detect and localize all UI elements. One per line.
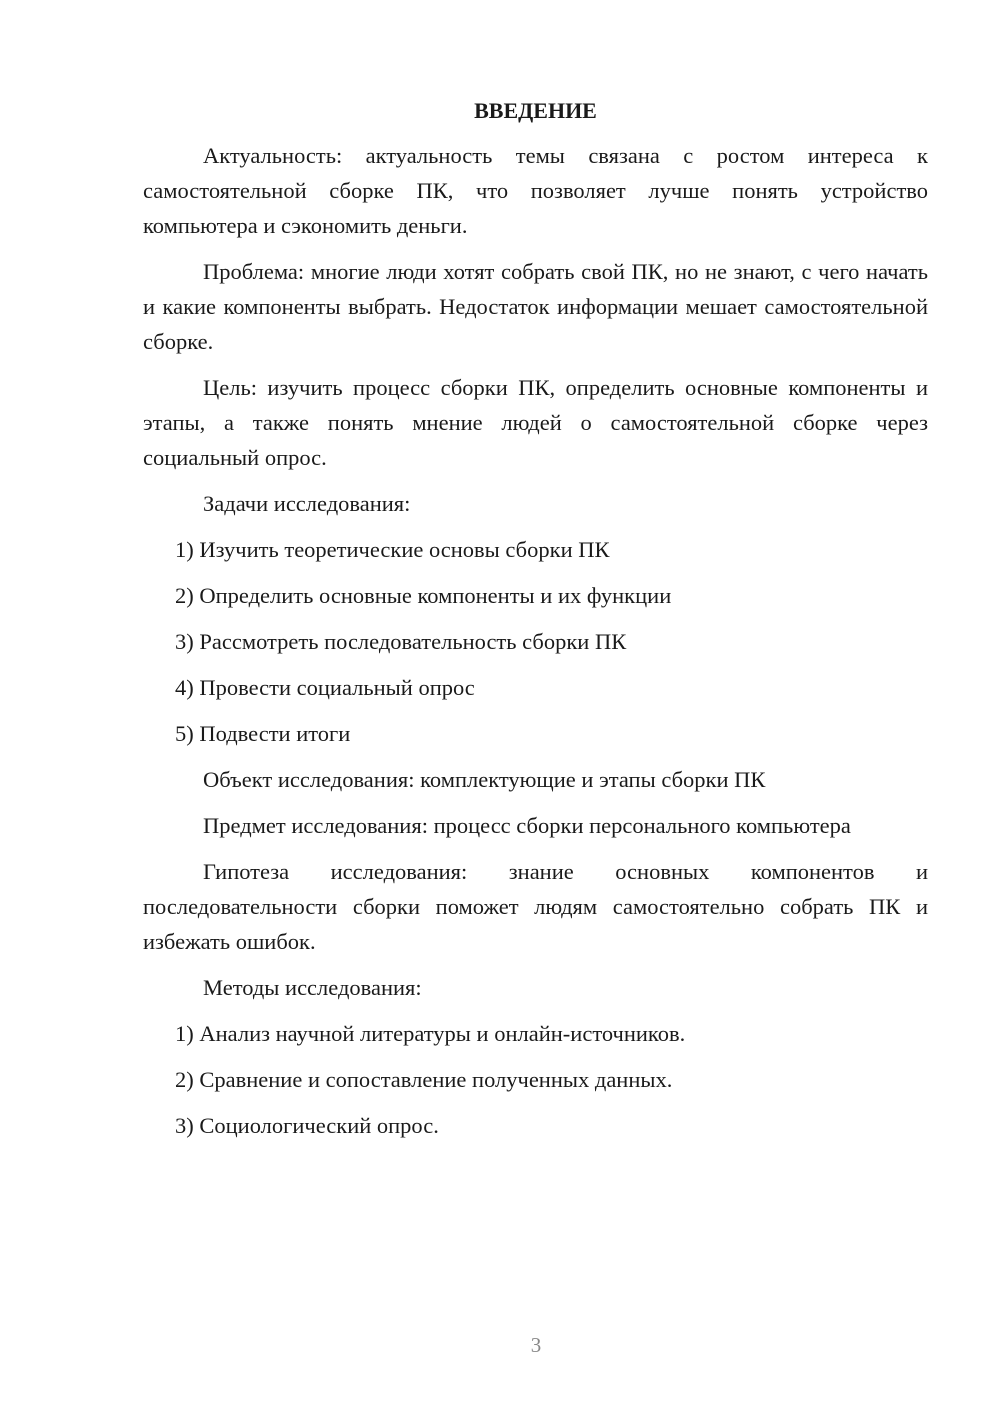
page-number: 3 — [530, 1333, 542, 1357]
task-item: 4) Провести социальный опрос — [175, 675, 475, 700]
task-item: 2) Определить основные компоненты и их функции — [175, 583, 672, 608]
page-title: ВВЕДЕНИЕ — [474, 98, 597, 123]
goal-paragraph: Цель: изучить процесс сборки ПК, определить основные компоненты и этапы, а также понять мнение людей о самостоятельной сборке через социальный опрос. — [143, 375, 928, 470]
method-item: 2) Сравнение и сопоставление полученных данных. — [175, 1067, 673, 1092]
method-item: 3) Социологический опрос. — [175, 1113, 439, 1138]
task-item: 5) Подвести итоги — [175, 721, 351, 746]
task-item: 3) Рассмотреть последовательность сборки ПК — [175, 629, 627, 654]
methods-heading: Методы исследования: — [203, 975, 422, 1000]
problem-paragraph: Проблема: многие люди хотят собрать свой ПК, но не знают, с чего начать и какие компоненты выбрать. Недостаток информации мешает самостоятельной сборке. — [143, 259, 928, 354]
hypothesis-paragraph: Гипотеза исследования: знание основных компонентов и последовательности сборки поможет людям самостоятельно собрать ПК и избежать ошибок. — [143, 859, 928, 954]
research-object: Объект исследования: комплектующие и этапы сборки ПК — [203, 767, 766, 792]
task-item: 1) Изучить теоретические основы сборки ПК — [175, 537, 610, 562]
method-item: 1) Анализ научной литературы и онлайн-источников. — [175, 1021, 686, 1046]
relevance-paragraph: Актуальность: актуальность темы связана с ростом интереса к самостоятельной сборке ПК, что позволяет лучше понять устройство компьютера и сэкономить деньги. — [143, 143, 928, 238]
tasks-heading: Задачи исследования: — [203, 491, 411, 516]
document-body — [143, 95, 928, 1154]
research-subject: Предмет исследования: процесс сборки персонального компьютера — [203, 813, 851, 838]
